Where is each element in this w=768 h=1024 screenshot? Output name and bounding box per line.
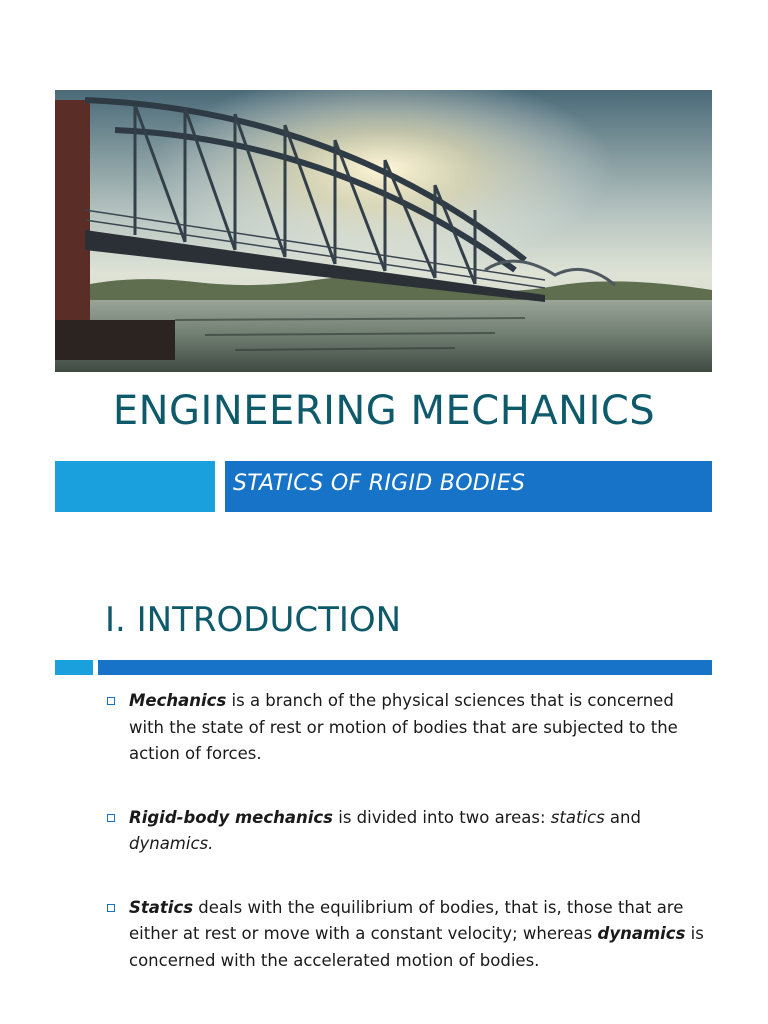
section-rule-accent	[55, 660, 93, 675]
bullet-text: is divided into two areas:	[333, 807, 551, 827]
square-bullet-icon	[107, 697, 115, 705]
square-bullet-icon	[107, 904, 115, 912]
bullet-text: is a branch of the physical sciences that is concerned with the state of rest or motion of bodies that are subjected to the action of forces.	[129, 691, 678, 763]
bullet-term: Statics	[129, 897, 194, 917]
bullet-list	[105, 688, 705, 1011]
bullet-item	[105, 805, 705, 858]
subtitle-band-accent	[55, 461, 215, 512]
bullet-emphasis: statics	[550, 807, 605, 827]
bullet-text: is concerned with the accelerated motion of bodies.	[129, 924, 704, 970]
section-rule	[98, 660, 712, 675]
square-bullet-icon	[107, 814, 115, 822]
document-title: ENGINEERING MECHANICS	[112, 388, 656, 434]
bullet-item	[105, 688, 705, 768]
bullet-text: deals with the equilibrium of bodies, that is, those that are either at rest or move with a constant velocity; whereas	[129, 897, 684, 943]
bullet-text: and	[604, 807, 641, 827]
bullet-term: Rigid-body mechanics	[129, 807, 333, 827]
bridge-photo	[55, 90, 712, 372]
bullet-item	[105, 895, 705, 975]
document-subtitle: STATICS OF RIGID BODIES	[233, 471, 526, 496]
section-heading: I. INTRODUCTION	[105, 600, 402, 640]
bullet-term: dynamics	[597, 924, 686, 943]
bridge-photo-graphic	[55, 90, 712, 372]
bullet-emphasis: dynamics.	[129, 834, 214, 853]
bullet-term: Mechanics	[129, 691, 227, 710]
